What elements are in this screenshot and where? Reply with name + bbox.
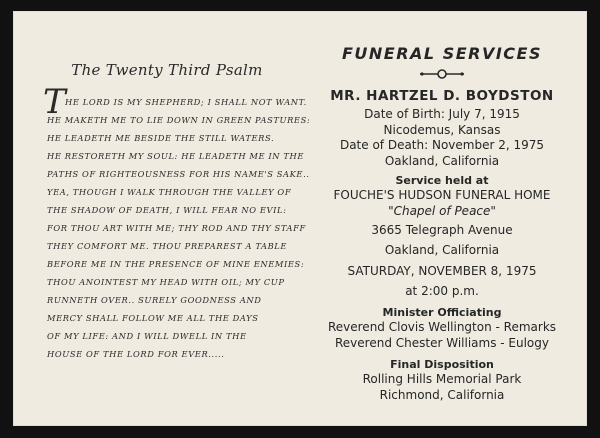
birth-place: Nicodemus, Kansas (383, 122, 501, 137)
disposition-label: Final Disposition (390, 358, 494, 371)
psalm-line: THOU ANOINTEST MY HEAD WITH OIL; MY CUP (47, 277, 285, 287)
minister-eulogy: Reverend Chester Williams - Eulogy (335, 335, 549, 350)
city: Oakland, California (384, 242, 500, 257)
program-title: FUNERAL SERVICES (341, 44, 542, 63)
psalm-line: BEFORE ME IN THE PRESENCE OF MINE ENEMIES: (47, 259, 305, 269)
service-time: at 2:00 p.m. (405, 283, 479, 298)
birth-date: Date of Birth: July 7, 1915 (364, 107, 520, 121)
funeral-program-card (13, 11, 587, 426)
minister-label: Minister Officiating (382, 306, 502, 319)
death-date: Date of Death: November 2, 1975 (339, 138, 545, 152)
psalm-line: HE MAKETH ME TO LIE DOWN IN GREEN PASTURES: (47, 115, 311, 125)
psalm-title: The Twenty Third Psalm (71, 61, 263, 79)
cemetery-city: Richmond, California (379, 387, 505, 402)
psalm-line: HOUSE OF THE LORD FOR EVER..... (47, 349, 225, 359)
psalm-line: HE LORD IS MY SHEPHERD; I SHALL NOT WANT. (65, 97, 307, 107)
minister-remarks: Reverend Clovis Wellington - Remarks (327, 320, 557, 334)
psalm-panel (43, 61, 311, 363)
psalm-line: HE RESTORETH MY SOUL: HE LEADETH ME IN THE (47, 151, 304, 161)
psalm-line: THEY COMFORT ME. THOU PREPAREST A TABLE (47, 241, 288, 251)
deceased-name: MR. HARTZEL D. BOYDSTON (330, 88, 554, 104)
service-panel (313, 44, 571, 403)
psalm-line: HE LEADETH ME BESIDE THE STILL WATERS. (47, 133, 275, 143)
funeral-home: FOUCHE'S HUDSON FUNERAL HOME (333, 188, 551, 202)
psalm-line: MERCY SHALL FOLLOW ME ALL THE DAYS (47, 313, 259, 323)
psalm-line: YEA, THOUGH I WALK THROUGH THE VALLEY OF (47, 187, 292, 197)
psalm-line: OF MY LIFE: AND I WILL DWELL IN THE (47, 331, 247, 341)
psalm-dropcap: T (43, 82, 66, 122)
ornament-icon (418, 67, 466, 81)
chapel-name: "Chapel of Peace" (388, 203, 496, 218)
psalm-line: THE SHADOW OF DEATH, I WILL FEAR NO EVIL: (47, 205, 287, 215)
service-date: SATURDAY, NOVEMBER 8, 1975 (347, 264, 537, 278)
psalm-line: PATHS OF RIGHTEOUSNESS FOR HIS NAME'S SAKE.. (47, 169, 310, 179)
service-label: Service held at (395, 174, 489, 187)
psalm-text (43, 82, 311, 363)
ornament-divider (313, 67, 571, 83)
death-place: Oakland, California (384, 153, 500, 168)
psalm-line: RUNNETH OVER.. SURELY GOODNESS AND (47, 295, 262, 305)
psalm-line: FOR THOU ART WITH ME; THY ROD AND THY STAFF (47, 223, 306, 233)
address: 3665 Telegraph Avenue (371, 223, 513, 237)
cemetery-name: Rolling Hills Memorial Park (362, 372, 522, 386)
